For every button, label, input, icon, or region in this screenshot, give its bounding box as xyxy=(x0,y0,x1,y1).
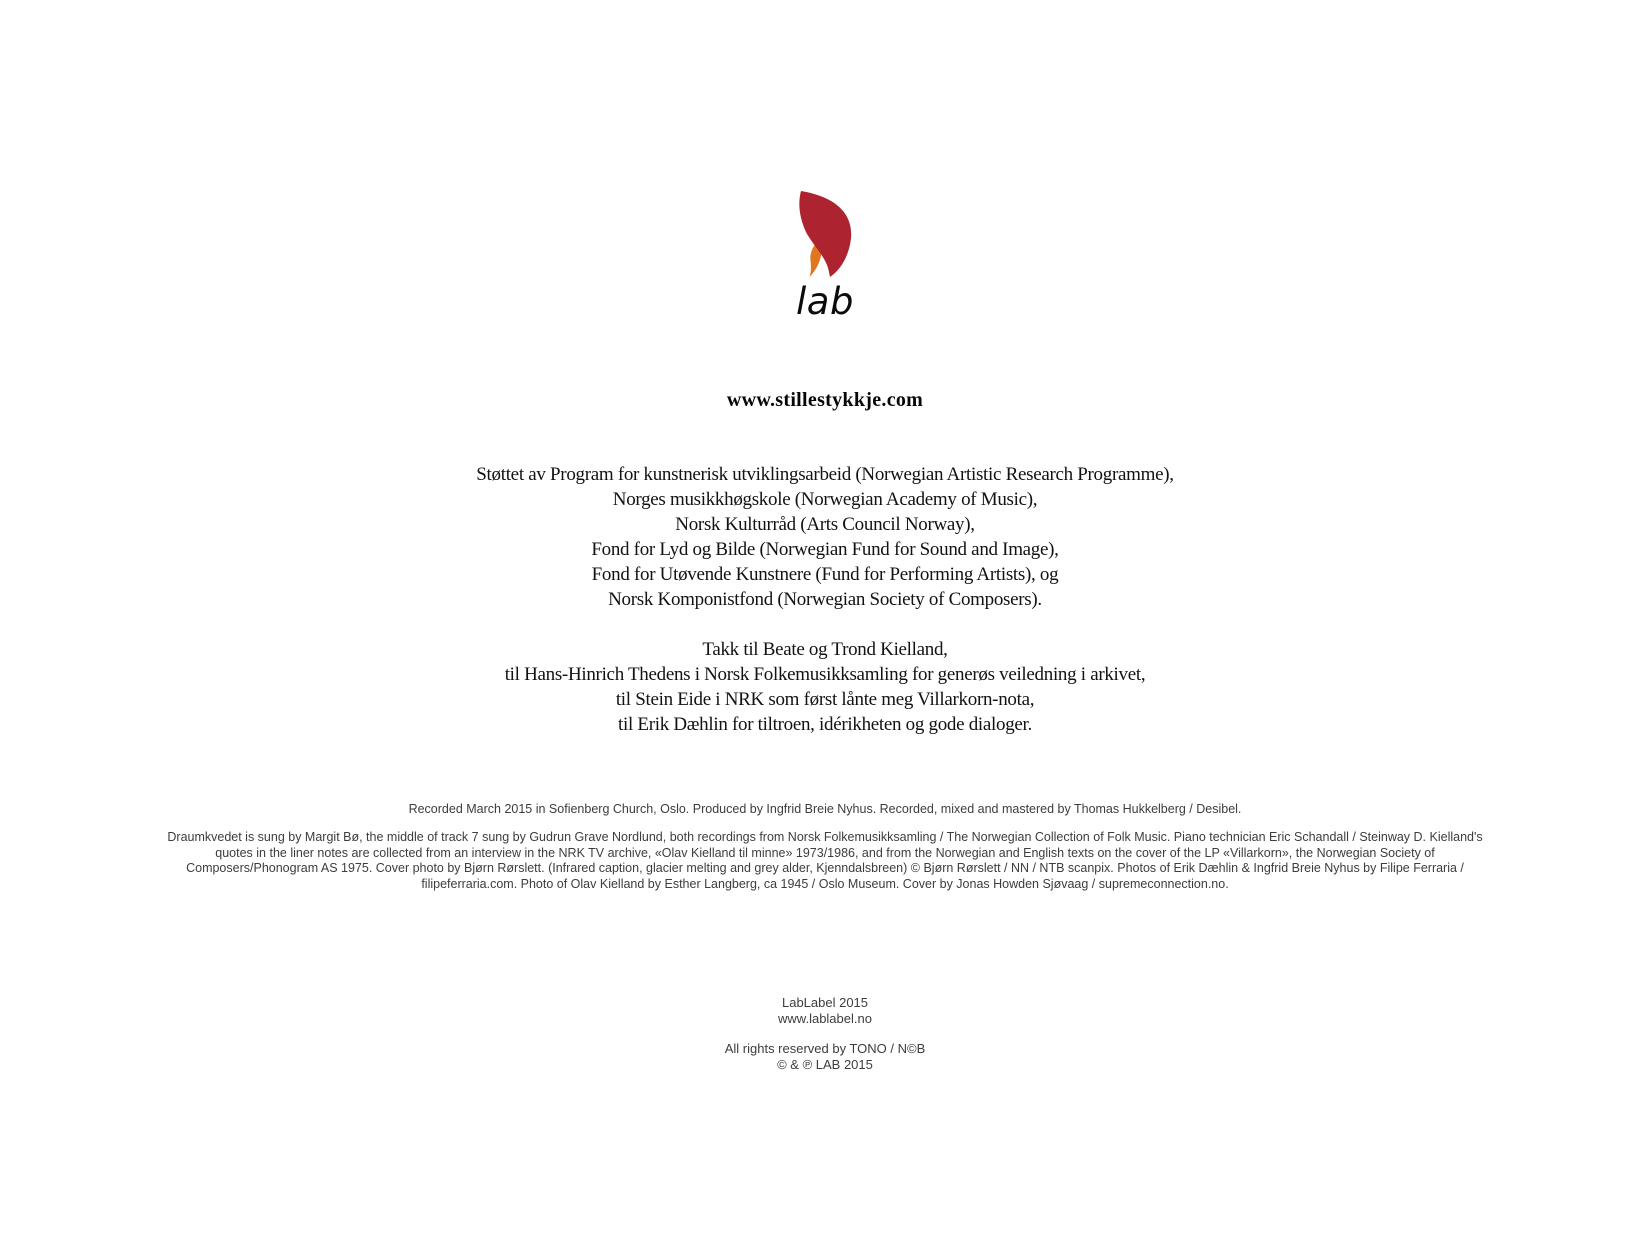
support-line: Norsk Komponistfond (Norwegian Society of Composers). xyxy=(608,589,1042,610)
support-line: Fond for Lyd og Bilde (Norwegian Fund for Sound and Image), xyxy=(591,539,1059,560)
rights-line: All rights reserved by TONO / N©B xyxy=(724,1041,926,1056)
support-line: Fond for Utøvende Kunstnere (Fund for Performing Artists), og xyxy=(591,564,1059,585)
thanks-line: til Stein Eide i NRK som først lånte meg Villarkorn-nota, xyxy=(615,689,1035,710)
label-name: LabLabel 2015 xyxy=(781,995,869,1010)
recording-credit: Recorded March 2015 in Sofienberg Church, Oslo. Produced by Ingfrid Breie Nyhus. Recorded, mixed and mastered by Thomas Hukkelberg / Desibel. xyxy=(408,802,1242,816)
flame-body-shape xyxy=(799,191,851,277)
project-website-url: www.stillestykkje.com xyxy=(726,389,924,411)
production-credits: Draumkvedet is sung by Margit Bø, the middle of track 7 sung by Gudrun Grave Nordlund, both recordings from Norsk Folkemusikksamling / The Norwegian Collection of Folk Music. Piano technician Eric Schandall / Steinway D. Kielland's quotes in the liner notes are collected from an interview in the NRK TV archive, «Olav Kielland til minne» 1973/1986, and from the Norwegian and English texts on the cover of the LP «Villarkorn», the Norwegian Society of Composers/Phonogram AS 1975. Cover photo by Bjørn Rørslett. (Infrared caption, glacier melting and grey alder, Kjenndalsbreen) © Bjørn Rørslett / NN / NTB scanpix. Photos of Erik Dæhlin & Ingfrid Breie Nyhus by Filipe Ferraria / filipeferraria.com. Photo of Olav Kielland by Esther Langberg, ca 1945 / Oslo Museum. Cover by Jonas Howden Sjøvaag / supremeconnection.no. xyxy=(167,830,1483,892)
thanks-line: Takk til Beate og Trond Kielland, xyxy=(702,639,948,660)
lab-logo xyxy=(797,191,854,282)
thanks-line: til Erik Dæhlin for tiltroen, idérikheten og gode dialoger. xyxy=(618,714,1032,735)
support-line: Norsk Kulturråd (Arts Council Norway), xyxy=(675,514,975,535)
thanks-line: til Hans-Hinrich Thedens i Norsk Folkemusikksamling for generøs veiledning i arkivet, xyxy=(504,664,1146,685)
label-website-url: www.lablabel.no xyxy=(778,1011,872,1026)
support-line: Norges musikkhøgskole (Norwegian Academy of Music), xyxy=(612,489,1038,510)
flame-icon xyxy=(797,191,854,277)
support-credits xyxy=(0,462,1650,612)
rights-info xyxy=(0,1041,1650,1073)
label-info xyxy=(0,995,1650,1027)
copyright-line: © & ℗ LAB 2015 xyxy=(777,1057,873,1072)
brand-wordmark: lab xyxy=(796,280,854,323)
support-line: Støttet av Program for kunstnerisk utviklingsarbeid (Norwegian Artistic Research Programme), xyxy=(476,464,1174,485)
thanks-credits xyxy=(0,637,1650,737)
